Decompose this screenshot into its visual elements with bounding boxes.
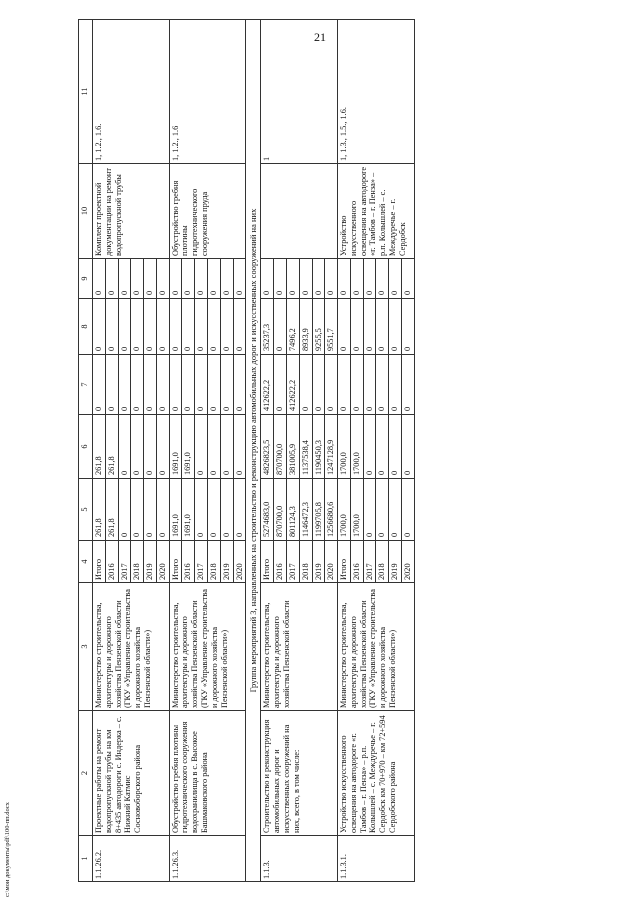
cell-amount-c6: 1190450,3: [312, 415, 325, 479]
cell-amount-c8: 0: [156, 299, 169, 355]
cell-year: 2018: [376, 541, 389, 583]
table-rotator: [78, 20, 632, 882]
cell-amount-c6: 0: [118, 415, 131, 479]
cell-year: 2016: [350, 541, 363, 583]
cell-amount-c9: 0: [182, 259, 195, 299]
cell-executor: Министерство строительства, архитектуры и дорожного хозяйства Пензенской области (ГКУ «Управление строительства и дорожного хозяйства Пензенской области»): [169, 583, 246, 711]
group-row: [246, 20, 261, 882]
cell-amount-c5: 0: [376, 479, 389, 541]
cell-year: 2017: [118, 541, 131, 583]
cell-result: [261, 164, 338, 259]
cell-code: 1.1.26.2.: [93, 836, 170, 882]
cell-amount-c8: 0: [208, 299, 221, 355]
cell-amount-c8: 0: [118, 299, 131, 355]
cell-amount-c5: 1256680,6: [325, 479, 338, 541]
cell-year: 2018: [131, 541, 144, 583]
cell-amount-c5: 261,8: [105, 479, 118, 541]
cell-amount-c8: 35237,3: [261, 299, 274, 355]
cell-code: 1.1.26.3.: [169, 836, 246, 882]
cell-amount-c6: 0: [401, 415, 414, 479]
cell-amount-c8: 0: [338, 299, 351, 355]
cell-amount-c8: 0: [233, 299, 246, 355]
cell-amount-c5: 0: [208, 479, 221, 541]
cell-amount-c5: 1700,0: [350, 479, 363, 541]
table-row: [93, 20, 106, 882]
cell-amount-c8: 0: [169, 299, 182, 355]
cell-amount-c9: 0: [338, 259, 351, 299]
cell-result: Комплект проектной документации на ремонт водопропускной трубы: [93, 164, 170, 259]
cell-amount-c6: 1700,0: [338, 415, 351, 479]
cell-amount-c5: 1691,0: [169, 479, 182, 541]
cell-result: Устройство искусственного освещения на автодороге «г. Тамбов – г. Пенза» – р.п. Колышлей – с. Междуречье – г. Сердобск: [338, 164, 415, 259]
footer-file-path: c:\мои документы\pdf\100-пп.docx: [4, 802, 11, 897]
cell-name: Строительство и реконструкция автомобильных дорог и искусственных сооружений на них, всего, в том числе:: [261, 711, 338, 836]
cell-amount-c6: 0: [233, 415, 246, 479]
cell-amount-c5: 0: [363, 479, 376, 541]
table-row: [261, 20, 274, 882]
cell-amount-c9: 0: [350, 259, 363, 299]
col-number: 10: [79, 164, 93, 259]
cell-amount-c9: 0: [233, 259, 246, 299]
cell-executor: Министерство строительства, архитектуры и дорожного хозяйства Пензенской области (ГКУ «Управление строительства и дорожного хозяйства Пензенской области»): [93, 583, 170, 711]
cell-year: 2020: [233, 541, 246, 583]
cell-amount-c9: 0: [169, 259, 182, 299]
cell-year: 2017: [286, 541, 299, 583]
cell-year: 2018: [299, 541, 312, 583]
cell-year: 2017: [363, 541, 376, 583]
cell-amount-c7: 0: [220, 355, 233, 415]
cell-amount-c9: 0: [325, 259, 338, 299]
cell-amount-c9: 0: [274, 259, 287, 299]
cell-year: 2019: [312, 541, 325, 583]
cell-name: Обустройство гребня плотины гидротехнического сооружения водохранилища в с. Высокое Башмаковского района: [169, 711, 246, 836]
cell-amount-c7: 0: [156, 355, 169, 415]
cell-amount-c6: 1691,0: [182, 415, 195, 479]
cell-amount-c6: 1700,0: [350, 415, 363, 479]
cell-amount-c6: 0: [220, 415, 233, 479]
cell-year: 2020: [325, 541, 338, 583]
cell-amount-c8: 0: [401, 299, 414, 355]
cell-amount-c9: 0: [261, 259, 274, 299]
cell-amount-c6: 0: [363, 415, 376, 479]
cell-amount-c9: 0: [286, 259, 299, 299]
cell-year: 2016: [274, 541, 287, 583]
cell-amount-c7: 0: [208, 355, 221, 415]
cell-amount-c5: 261,8: [93, 479, 106, 541]
cell-amount-c5: 0: [220, 479, 233, 541]
cell-amount-c8: 0: [182, 299, 195, 355]
cell-amount-c7: 0: [312, 355, 325, 415]
cell-amount-c7: 0: [325, 355, 338, 415]
cell-amount-c9: 0: [93, 259, 106, 299]
cell-amount-c8: 0: [131, 299, 144, 355]
page-number: 21: [314, 30, 326, 44]
col-number: 4: [79, 541, 93, 583]
cell-amount-c6: 4826823,5: [261, 415, 274, 479]
footer-file-path-wrap: [4, 667, 16, 897]
cell-indicators: 1, 1.2., 1.6: [169, 20, 246, 164]
cell-indicators: 1, 1.2., 1.6.: [93, 20, 170, 164]
cell-amount-c6: 1247128,9: [325, 415, 338, 479]
col-number: 8: [79, 299, 93, 355]
cell-year: 2017: [195, 541, 208, 583]
cell-year: Итого: [261, 541, 274, 583]
cell-executor: Министерство строительства, архитектуры и дорожного хозяйства Пензенской области: [261, 583, 338, 711]
cell-result: Обустройство гребня плотины гидротехнического сооружения пруда: [169, 164, 246, 259]
cell-amount-c7: 0: [233, 355, 246, 415]
cell-amount-c9: 0: [312, 259, 325, 299]
cell-amount-c6: 0: [389, 415, 402, 479]
cell-amount-c8: 0: [389, 299, 402, 355]
col-number: 1: [79, 836, 93, 882]
cell-amount-c7: 0: [338, 355, 351, 415]
cell-amount-c9: 0: [195, 259, 208, 299]
cell-amount-c5: 1700,0: [338, 479, 351, 541]
cell-name: Устройство искусственного освещения на автодороге «г. Тамбов – г. Пенза» – р.п. Колышлей – с. Междуречье – г. Сердобск км 70+970 – км 72+594 Сердобского района: [338, 711, 415, 836]
cell-amount-c7: 412622,2: [261, 355, 274, 415]
cell-amount-c5: 0: [156, 479, 169, 541]
cell-amount-c7: 0: [389, 355, 402, 415]
cell-year: Итого: [338, 541, 351, 583]
cell-amount-c6: 261,8: [93, 415, 106, 479]
col-number: 6: [79, 415, 93, 479]
cell-amount-c7: 0: [182, 355, 195, 415]
cell-amount-c9: 0: [363, 259, 376, 299]
cell-amount-c6: 0: [156, 415, 169, 479]
cell-code: 1.1.3.1.: [338, 836, 415, 882]
cell-year: 2019: [220, 541, 233, 583]
col-number: 11: [79, 20, 93, 164]
cell-amount-c6: 870700,0: [274, 415, 287, 479]
table-body: [79, 20, 415, 882]
cell-amount-c7: 412622,2: [286, 355, 299, 415]
cell-amount-c9: 0: [299, 259, 312, 299]
cell-amount-c8: 0: [220, 299, 233, 355]
cell-amount-c7: 0: [105, 355, 118, 415]
cell-amount-c8: 0: [105, 299, 118, 355]
cell-amount-c8: 0: [350, 299, 363, 355]
program-table: [78, 19, 415, 882]
cell-year: 2020: [401, 541, 414, 583]
cell-amount-c5: 0: [233, 479, 246, 541]
cell-amount-c8: 0: [195, 299, 208, 355]
cell-amount-c8: 0: [376, 299, 389, 355]
cell-amount-c5: 0: [144, 479, 157, 541]
cell-amount-c9: 0: [208, 259, 221, 299]
table-row: [169, 20, 182, 882]
cell-executor: Министерство строительства, архитектуры и дорожного хозяйства Пензенской области (ГКУ «Управление строительства и дорожного хозяйства Пензенской области»): [338, 583, 415, 711]
cell-code: 1.1.3.: [261, 836, 338, 882]
cell-amount-c9: 0: [156, 259, 169, 299]
cell-amount-c6: 0: [376, 415, 389, 479]
cell-amount-c7: 0: [376, 355, 389, 415]
cell-amount-c8: 7496,2: [286, 299, 299, 355]
cell-indicators: 1, 1.3., 1.5., 1.6.: [338, 20, 415, 164]
cell-name: Проектные работы на ремонт водопропускной трубы на км 8+435 автодороги с. Индерка – с. Нижний Катмис Сосновоборского района: [93, 711, 170, 836]
cell-amount-c7: 0: [195, 355, 208, 415]
cell-amount-c6: 1691,0: [169, 415, 182, 479]
cell-amount-c5: 1199705,8: [312, 479, 325, 541]
cell-amount-c7: 0: [93, 355, 106, 415]
cell-amount-c5: 0: [401, 479, 414, 541]
cell-amount-c5: 1691,0: [182, 479, 195, 541]
cell-amount-c7: 0: [131, 355, 144, 415]
cell-amount-c7: 0: [118, 355, 131, 415]
cell-year: 2016: [105, 541, 118, 583]
cell-amount-c7: 0: [401, 355, 414, 415]
cell-amount-c9: 0: [376, 259, 389, 299]
cell-year: Итого: [93, 541, 106, 583]
cell-year: Итого: [169, 541, 182, 583]
cell-amount-c9: 0: [118, 259, 131, 299]
col-number: 9: [79, 259, 93, 299]
cell-indicators: 1: [261, 20, 338, 164]
cell-amount-c8: 0: [144, 299, 157, 355]
cell-amount-c9: 0: [105, 259, 118, 299]
col-number: 2: [79, 711, 93, 836]
cell-year: 2016: [182, 541, 195, 583]
cell-amount-c5: 870700,0: [274, 479, 287, 541]
cell-amount-c7: 0: [350, 355, 363, 415]
cell-amount-c7: 0: [363, 355, 376, 415]
cell-amount-c5: 0: [118, 479, 131, 541]
group-title: Группа мероприятий 3, направленных на строительство и реконструкцию автомобильных дорог и искусственных сооружений на них: [246, 20, 261, 882]
cell-amount-c5: 0: [389, 479, 402, 541]
cell-amount-c8: 0: [93, 299, 106, 355]
cell-amount-c6: 0: [195, 415, 208, 479]
cell-amount-c9: 0: [401, 259, 414, 299]
cell-amount-c5: 5274683,0: [261, 479, 274, 541]
cell-amount-c5: 801124,3: [286, 479, 299, 541]
cell-amount-c6: 381005,9: [286, 415, 299, 479]
cell-amount-c7: 0: [169, 355, 182, 415]
cell-amount-c8: 9551,7: [325, 299, 338, 355]
cell-amount-c7: 0: [144, 355, 157, 415]
cell-amount-c7: 0: [274, 355, 287, 415]
cell-amount-c6: 0: [144, 415, 157, 479]
cell-amount-c6: 0: [208, 415, 221, 479]
cell-amount-c5: 0: [195, 479, 208, 541]
cell-year: 2019: [389, 541, 402, 583]
cell-amount-c8: 0: [274, 299, 287, 355]
cell-amount-c6: 0: [131, 415, 144, 479]
rotated-sheet: [78, 20, 632, 882]
cell-amount-c5: 1146472,3: [299, 479, 312, 541]
cell-year: 2020: [156, 541, 169, 583]
col-number: 3: [79, 583, 93, 711]
cell-year: 2019: [144, 541, 157, 583]
cell-amount-c8: 8933,9: [299, 299, 312, 355]
cell-amount-c6: 1137538,4: [299, 415, 312, 479]
cell-amount-c7: 0: [299, 355, 312, 415]
cell-amount-c5: 0: [131, 479, 144, 541]
cell-amount-c8: 9255,5: [312, 299, 325, 355]
cell-amount-c9: 0: [220, 259, 233, 299]
cell-amount-c9: 0: [389, 259, 402, 299]
cell-amount-c8: 0: [363, 299, 376, 355]
col-number: 5: [79, 479, 93, 541]
cell-amount-c9: 0: [144, 259, 157, 299]
column-number-row: [79, 20, 93, 882]
cell-year: 2018: [208, 541, 221, 583]
table-row: [338, 20, 351, 882]
cell-amount-c6: 261,8: [105, 415, 118, 479]
col-number: 7: [79, 355, 93, 415]
cell-amount-c9: 0: [131, 259, 144, 299]
